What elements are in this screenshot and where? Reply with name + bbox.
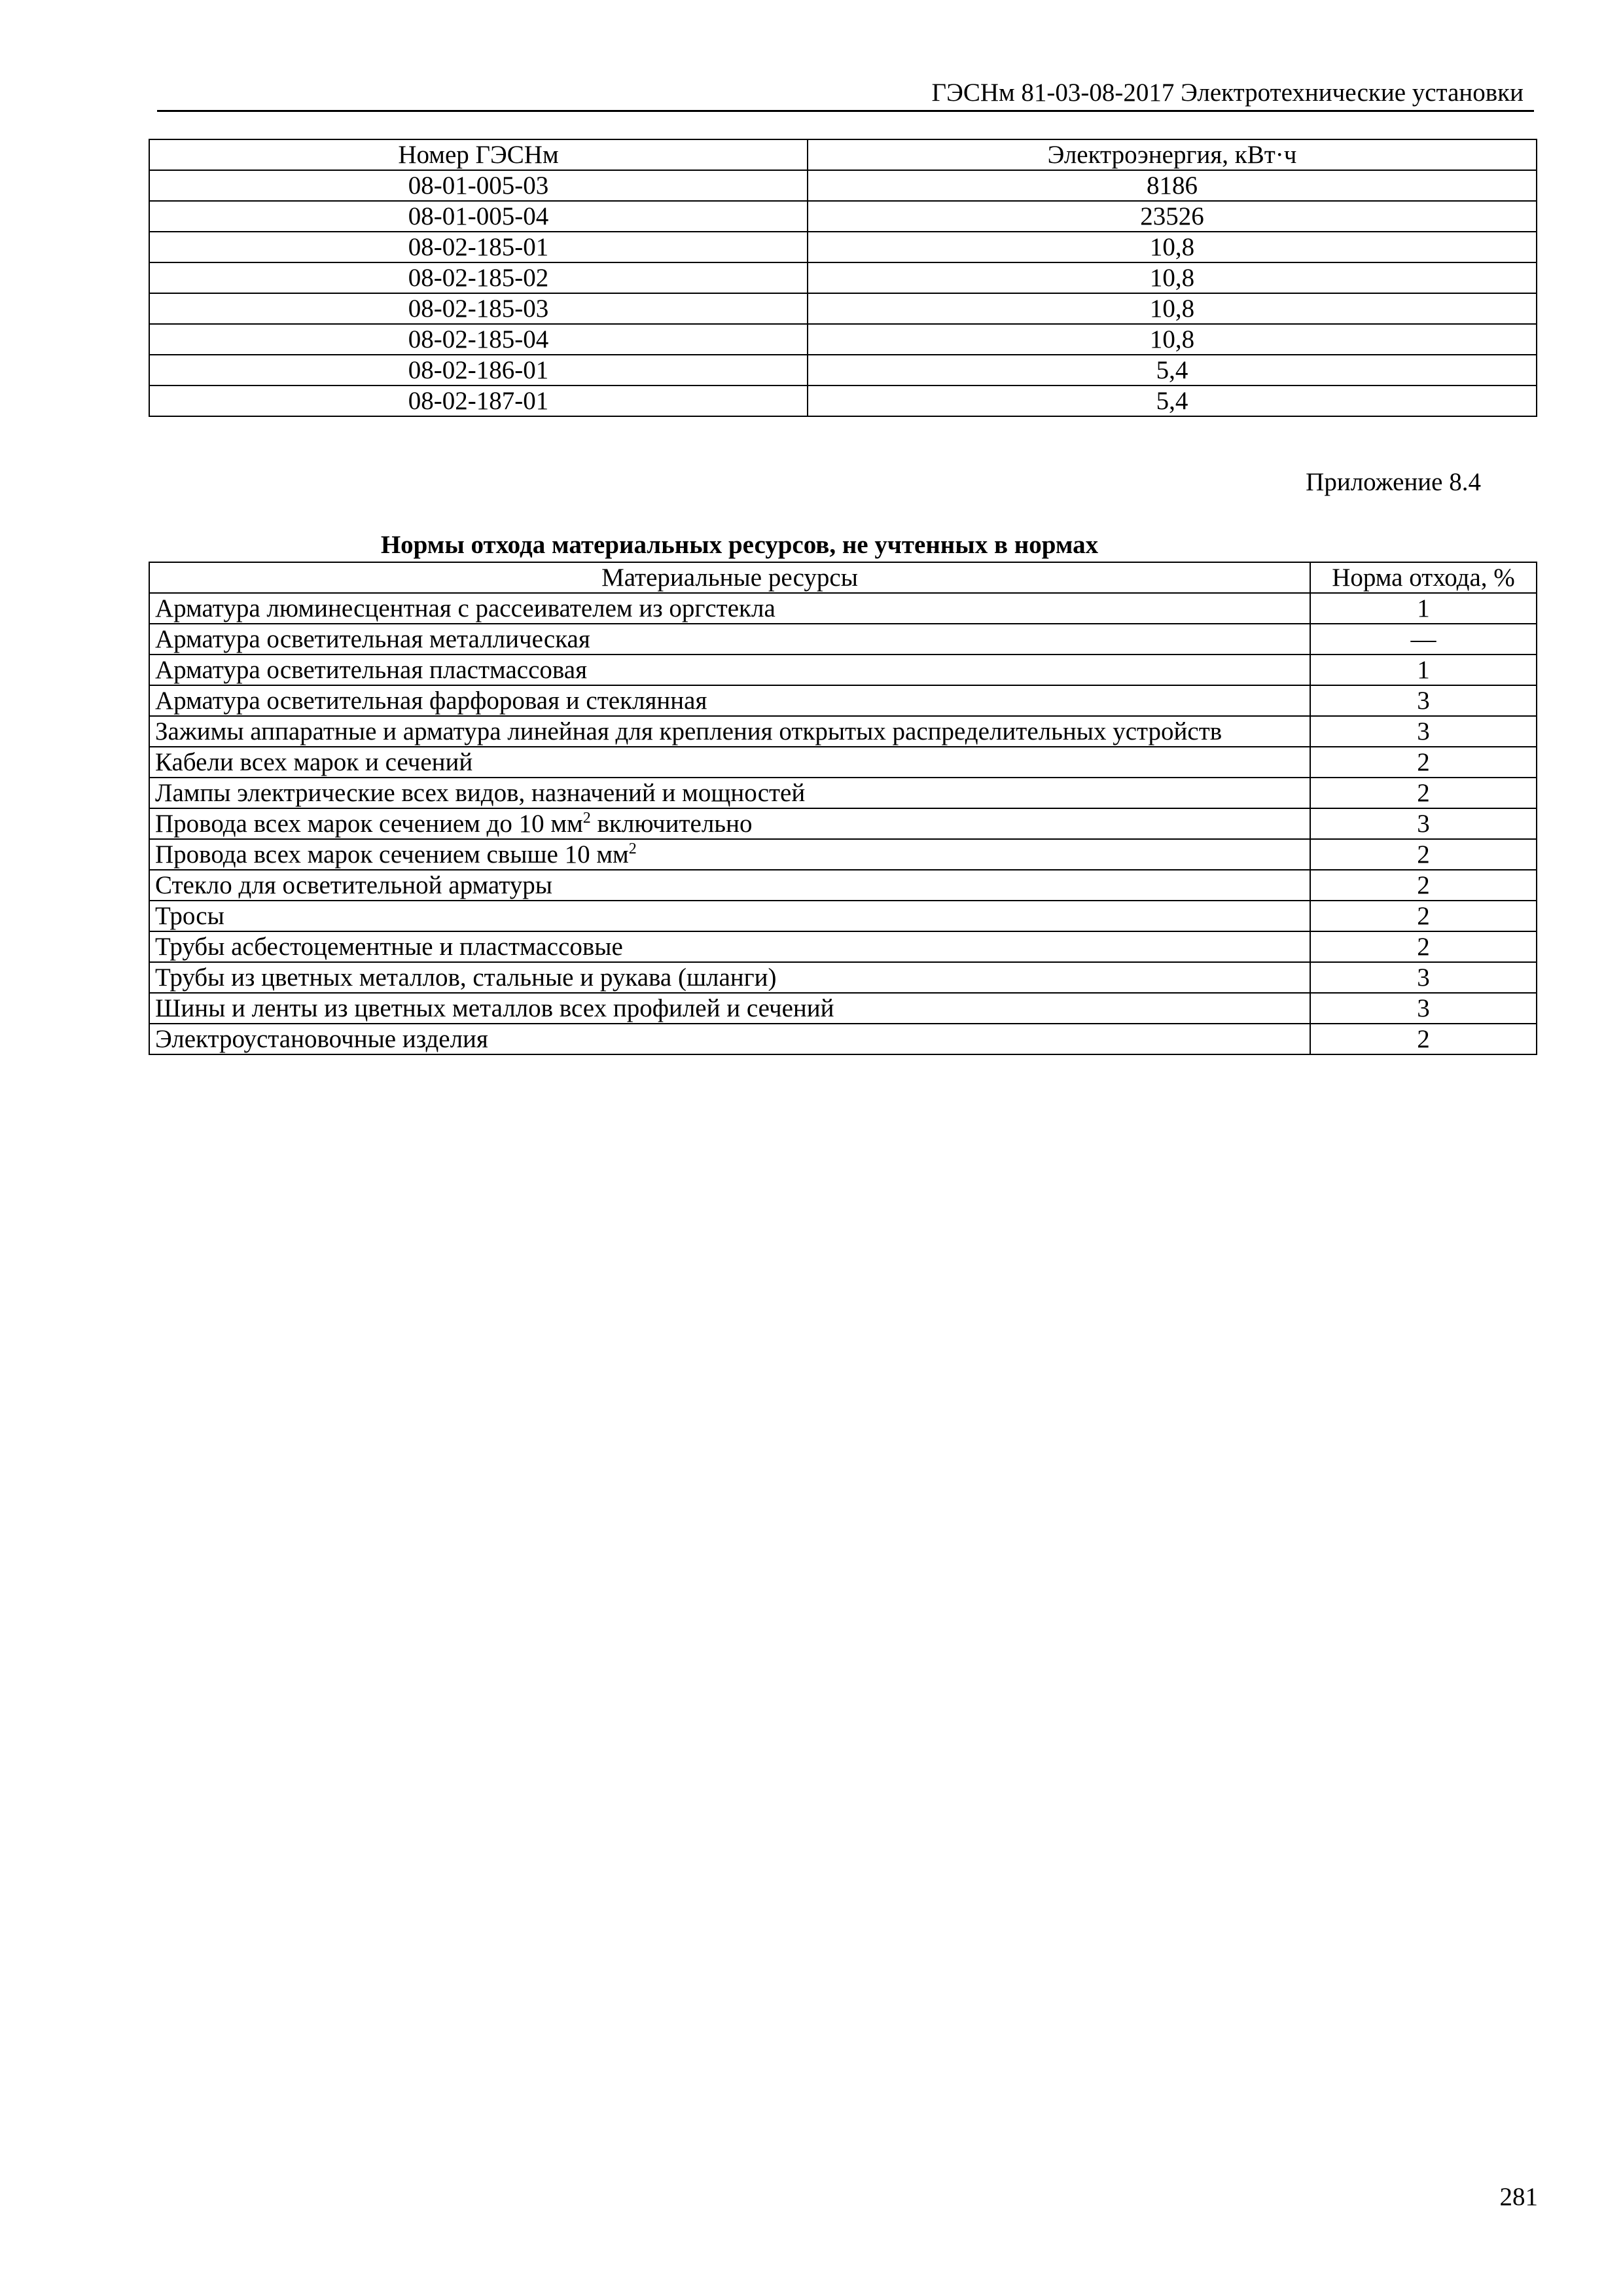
page-number: 281 bbox=[1499, 2183, 1538, 2211]
waste-norm-cell: 1 bbox=[1310, 593, 1537, 624]
appendix-label: Приложение 8.4 bbox=[1306, 468, 1481, 496]
energy-cell: 5,4 bbox=[808, 355, 1537, 386]
table-row bbox=[149, 962, 1537, 993]
resource-name-cell: Зажимы аппаратные и арматура линейная для крепления открытых распределительных устройств bbox=[149, 716, 1310, 747]
code-cell: 08-02-185-04 bbox=[149, 324, 808, 355]
energy-cell: 10,8 bbox=[808, 262, 1537, 293]
waste-norm-cell: 2 bbox=[1310, 1024, 1537, 1054]
resource-name-cell: Тросы bbox=[149, 901, 1310, 931]
resource-name-cell: Арматура осветительная пластмассовая bbox=[149, 655, 1310, 685]
code-cell: 08-02-186-01 bbox=[149, 355, 808, 386]
waste-norm-cell: 2 bbox=[1310, 870, 1537, 901]
waste-norm-cell: 2 bbox=[1310, 839, 1537, 870]
code-cell: 08-02-185-03 bbox=[149, 293, 808, 324]
table-row bbox=[149, 386, 1537, 416]
energy-cell: 23526 bbox=[808, 201, 1537, 232]
table-row bbox=[149, 808, 1537, 839]
superscript-exponent: 2 bbox=[628, 840, 637, 857]
resource-name-cell bbox=[149, 808, 1310, 839]
header-title: ГЭСНм 81-03-08-2017 Электротехнические установки bbox=[931, 79, 1524, 107]
waste-norm-cell: 2 bbox=[1310, 901, 1537, 931]
column-header: Электроэнергия, кВт·ч bbox=[808, 139, 1537, 170]
table-row bbox=[149, 232, 1537, 262]
resource-name-cell: Арматура люминесцентная с рассеивателем из оргстекла bbox=[149, 593, 1310, 624]
waste-norm-cell: 2 bbox=[1310, 778, 1537, 808]
waste-norm-cell: 3 bbox=[1310, 962, 1537, 993]
energy-cell: 10,8 bbox=[808, 232, 1537, 262]
table-row bbox=[149, 685, 1537, 716]
table-row bbox=[149, 593, 1537, 624]
table-row bbox=[149, 778, 1537, 808]
table-row bbox=[149, 839, 1537, 870]
code-cell: 08-02-187-01 bbox=[149, 386, 808, 416]
resource-name-suffix: включительно bbox=[590, 810, 753, 838]
table-row bbox=[149, 993, 1537, 1024]
resource-name-cell: Трубы асбестоцементные и пластмассовые bbox=[149, 931, 1310, 962]
energy-cell: 8186 bbox=[808, 170, 1537, 201]
waste-norm-cell: 1 bbox=[1310, 655, 1537, 685]
table-row bbox=[149, 355, 1537, 386]
resource-name-cell: Электроустановочные изделия bbox=[149, 1024, 1310, 1054]
column-header: Материальные ресурсы bbox=[149, 562, 1310, 593]
waste-norm-cell: 3 bbox=[1310, 993, 1537, 1024]
column-header: Номер ГЭСНм bbox=[149, 139, 808, 170]
resource-name-cell: Арматура осветительная фарфоровая и стеклянная bbox=[149, 685, 1310, 716]
resource-name-cell: Кабели всех марок и сечений bbox=[149, 747, 1310, 778]
table-row bbox=[149, 262, 1537, 293]
waste-norm-cell: 3 bbox=[1310, 808, 1537, 839]
table-row bbox=[149, 201, 1537, 232]
resource-name-cell: Трубы из цветных металлов, стальные и рукава (шланги) bbox=[149, 962, 1310, 993]
resource-name-text: Провода всех марок сечением свыше 10 мм bbox=[155, 840, 629, 869]
code-cell: 08-01-005-04 bbox=[149, 201, 808, 232]
column-header: Норма отхода, % bbox=[1310, 562, 1537, 593]
energy-cell: 10,8 bbox=[808, 293, 1537, 324]
code-cell: 08-01-005-03 bbox=[149, 170, 808, 201]
waste-norm-cell: 3 bbox=[1310, 685, 1537, 716]
waste-table-title: Нормы отхода материальных ресурсов, не учтенных в нормах bbox=[380, 531, 1099, 559]
resource-name-cell: Арматура осветительная металлическая bbox=[149, 624, 1310, 655]
table-row bbox=[149, 931, 1537, 962]
waste-norm-cell: 3 bbox=[1310, 716, 1537, 747]
code-cell: 08-02-185-02 bbox=[149, 262, 808, 293]
resource-name-cell: Шины и ленты из цветных металлов всех профилей и сечений bbox=[149, 993, 1310, 1024]
resource-name-cell: Лампы электрические всех видов, назначений и мощностей bbox=[149, 778, 1310, 808]
table-row bbox=[149, 170, 1537, 201]
table-row bbox=[149, 1024, 1537, 1054]
energy-cell: 5,4 bbox=[808, 386, 1537, 416]
table-row bbox=[149, 747, 1537, 778]
table-row bbox=[149, 870, 1537, 901]
table-header-row bbox=[149, 562, 1537, 593]
table-header-row bbox=[149, 139, 1537, 170]
waste-norms-table bbox=[149, 562, 1537, 1055]
energy-table bbox=[149, 139, 1537, 417]
resource-name-cell bbox=[149, 839, 1310, 870]
code-cell: 08-02-185-01 bbox=[149, 232, 808, 262]
table-row bbox=[149, 624, 1537, 655]
table-row bbox=[149, 716, 1537, 747]
waste-norm-cell: 2 bbox=[1310, 931, 1537, 962]
superscript-exponent: 2 bbox=[582, 810, 591, 827]
energy-cell: 10,8 bbox=[808, 324, 1537, 355]
page-header bbox=[157, 76, 1534, 112]
table-row bbox=[149, 293, 1537, 324]
table-row bbox=[149, 655, 1537, 685]
waste-norm-cell: — bbox=[1310, 624, 1537, 655]
table-row bbox=[149, 324, 1537, 355]
table-row bbox=[149, 901, 1537, 931]
resource-name-cell: Стекло для осветительной арматуры bbox=[149, 870, 1310, 901]
waste-norm-cell: 2 bbox=[1310, 747, 1537, 778]
resource-name-text: Провода всех марок сечением до 10 мм bbox=[155, 810, 583, 838]
